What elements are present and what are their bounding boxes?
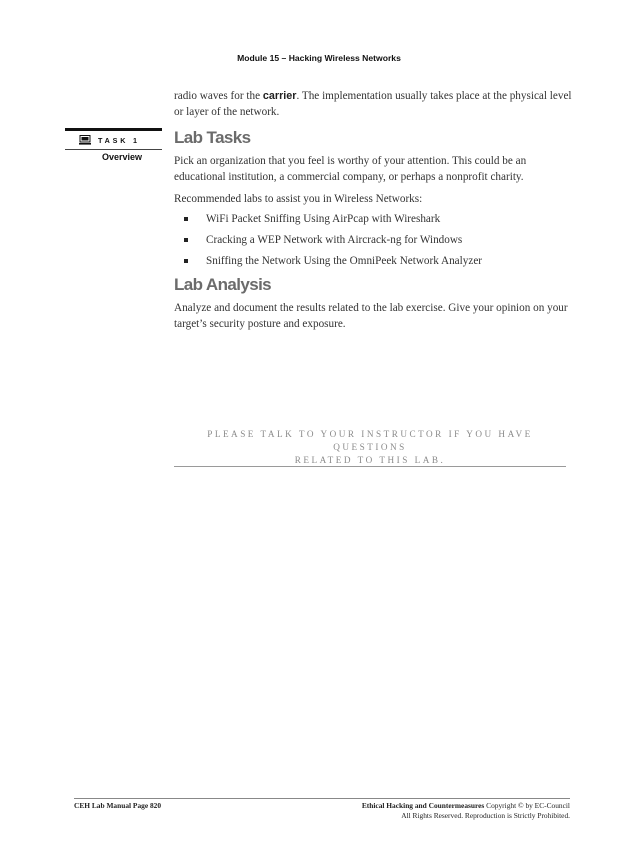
lab-item-text: Cracking a WEP Network with Aircrack-ng for Windows	[206, 234, 463, 246]
task-row	[65, 132, 162, 148]
list-item	[174, 253, 574, 269]
module-title: Module 15 – Hacking Wireless Networks	[237, 53, 401, 63]
lab-analysis-paragraph: Analyze and document the results related to the lab exercise. Give your opinion on your target’s security posture and exposure.	[174, 302, 568, 330]
lab-analysis-heading: Lab Analysis	[174, 275, 272, 294]
intro-text-end: . The implementation usually takes place at the physical level or layer of the network.	[174, 90, 572, 118]
lab-tasks-heading: Lab Tasks	[174, 128, 251, 147]
recommended-labs-list	[174, 211, 574, 269]
bullet-icon	[184, 217, 188, 221]
footer-divider	[74, 798, 570, 799]
task-bottom-rule	[65, 149, 162, 150]
footer-copyright-text: Copyright © by EC-Council	[484, 801, 570, 810]
task-top-rule	[65, 128, 162, 131]
footer-rights-line: All Rights Reserved. Reproduction is Strictly Prohibited.	[401, 811, 570, 820]
list-item	[174, 211, 574, 227]
bullet-icon	[184, 259, 188, 263]
carrier-term: carrier	[262, 90, 297, 102]
footer-page-label: CEH Lab Manual Page 820	[74, 801, 162, 810]
lab-item-text: WiFi Packet Sniffing Using AirPcap with Wireshark	[206, 213, 441, 225]
task-label: TASK 1	[98, 135, 140, 145]
notice-divider	[174, 466, 566, 467]
recommended-labs-intro: Recommended labs to assist you in Wireless Networks:	[174, 193, 423, 205]
notice-line-2: RELATED TO THIS LAB.	[294, 455, 446, 465]
bullet-icon	[184, 238, 188, 242]
task-marker	[65, 128, 162, 150]
lab-item-text: Sniffing the Network Using the OmniPeek Network Analyzer	[206, 255, 483, 267]
lab-tasks-paragraph: Pick an organization that you feel is worthy of your attention. This could be an educational institution, a commercial company, or perhaps a nonprofit charity.	[174, 155, 527, 183]
footer-copyright-line-1	[362, 801, 570, 811]
intro-paragraph	[174, 88, 574, 120]
footer-course-title: Ethical Hacking and Countermeasures	[361, 801, 485, 810]
footer-copyright	[362, 801, 570, 821]
computer-icon	[79, 135, 91, 145]
intro-text-start: radio waves for the	[174, 90, 263, 102]
notice-line-1: PLEASE TALK TO YOUR INSTRUCTOR IF YOU HAVE QUESTIONS	[207, 429, 533, 452]
sidebar-overview-label: Overview	[101, 152, 142, 162]
main-content	[174, 88, 574, 332]
page-header	[0, 53, 638, 63]
list-item	[174, 232, 574, 248]
instructor-notice	[174, 428, 566, 467]
